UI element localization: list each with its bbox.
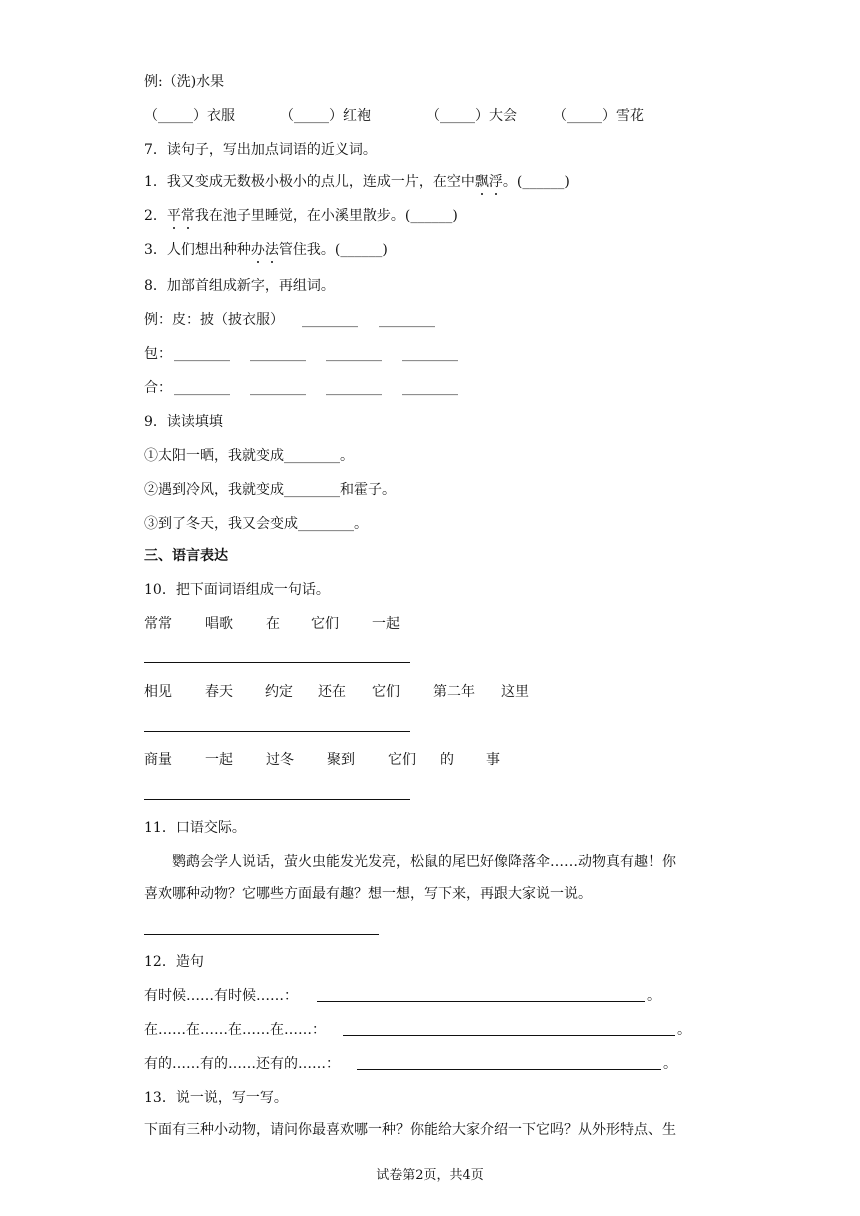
q10-r1-word-5: 一起: [372, 616, 400, 632]
q7-s3-dotted-1: 办: [250, 242, 265, 258]
q10-r3-word-1: 商量: [144, 752, 172, 768]
q7-s2-num: 2．: [144, 208, 167, 224]
q7-s1-blank: 。(______): [502, 174, 570, 190]
q10-r3-word-7: 事: [486, 752, 500, 768]
q8-row1-blank-1: ________: [174, 346, 230, 362]
q9-line-2: ②遇到冷风，我就变成________和霍子。: [144, 482, 396, 498]
q10-answer-line-3[interactable]: [144, 799, 410, 800]
q12-prompt-3: 有的……有的……还有的……：: [144, 1056, 340, 1072]
q6-item-3: （_____）大会: [426, 108, 517, 124]
q10-r1-word-3: 在: [266, 616, 280, 632]
q10-r3-word-5: 它们: [388, 752, 416, 768]
q10-r2-word-2: 春天: [205, 684, 233, 700]
q11-title: 11．口语交际。: [144, 820, 246, 836]
q6-item-4: （_____）雪花: [553, 108, 644, 124]
q8-example-blank-2: ________: [379, 312, 435, 328]
q7-s1-text: 1．我又变成无数极小极小的点儿，连成一片，在空中: [144, 174, 475, 190]
q6-item-1: （_____）衣服: [144, 108, 235, 124]
q8-row2-label: 合：: [144, 380, 172, 396]
q8-row1-label: 包：: [144, 346, 172, 362]
q10-r2-word-7: 这里: [501, 684, 529, 700]
q7-s2-dotted-1: 平: [166, 208, 181, 224]
q7-s3-blank: 管住我。(______): [278, 242, 388, 258]
q7-title: 7．读句子，写出加点词语的近义词。: [144, 142, 377, 158]
q7-s1-dotted-2: 浮: [488, 174, 503, 190]
q7-s1-dotted-1: 飘: [474, 174, 489, 190]
q8-row2-blank-1: ________: [174, 380, 230, 396]
q12-answer-line-3[interactable]: [357, 1069, 661, 1070]
q10-r2-word-6: 第二年: [433, 684, 475, 700]
q7-sentence-1: [144, 172, 570, 192]
q11-answer-line[interactable]: [144, 934, 379, 935]
q13-paragraph-line-1: 下面有三种小动物，请问你最喜欢哪一种？你能给大家介绍一下它吗？从外形特点、生: [144, 1122, 676, 1138]
q7-s2-text: 我在池子里睡觉，在小溪里散步。(______): [194, 208, 458, 224]
q10-r1-word-1: 常常: [144, 616, 172, 632]
q8-row1-blank-4: ________: [402, 346, 458, 362]
q12-prompt-2: 在……在……在……在……：: [144, 1022, 326, 1038]
q10-r3-word-3: 过冬: [266, 752, 294, 768]
q9-line-1: ①太阳一晒，我就变成________。: [144, 448, 354, 464]
q10-answer-line-2[interactable]: [144, 731, 410, 732]
q10-r3-word-4: 聚到: [327, 752, 355, 768]
q10-r2-word-1: 相见: [144, 684, 172, 700]
q10-r2-word-4: 还在: [318, 684, 346, 700]
q11-paragraph-line-2: 喜欢哪种动物？它哪些方面最有趣？想一想，写下来，再跟大家说一说。: [144, 886, 592, 902]
q10-r2-word-3: 约定: [265, 684, 293, 700]
q12-end-2: 。: [677, 1022, 691, 1038]
q12-answer-line-2[interactable]: [343, 1035, 675, 1036]
q12-answer-line-1[interactable]: [317, 1001, 645, 1002]
q8-row1-blank-3: ________: [326, 346, 382, 362]
q6-item-2: （_____）红袍: [280, 108, 371, 124]
q10-r1-word-4: 它们: [311, 616, 339, 632]
page-footer: 试卷第2页，共4页: [376, 1168, 484, 1183]
q6-example: 例:（洗)水果: [144, 74, 225, 90]
q13-title: 13．说一说，写一写。: [144, 1090, 288, 1106]
q8-row2-blank-3: ________: [326, 380, 382, 396]
q8-row2-blank-2: ________: [250, 380, 306, 396]
q8-title: 8．加部首组成新字，再组词。: [144, 278, 335, 294]
q8-example: 例：皮：披（披衣服）: [144, 312, 284, 328]
q9-line-3: ③到了冬天，我又会变成________。: [144, 516, 368, 532]
q10-r3-word-2: 一起: [205, 752, 233, 768]
section-3-heading: 三、语言表达: [144, 548, 228, 564]
q12-end-1: 。: [647, 988, 661, 1004]
q12-prompt-1: 有时候……有时候……：: [144, 988, 298, 1004]
q10-r2-word-5: 它们: [372, 684, 400, 700]
q7-sentence-3: [144, 240, 388, 260]
q12-title: 12．造句: [144, 954, 204, 970]
q7-s3-text: 3．人们想出种种: [144, 242, 251, 258]
q11-paragraph-line-1: 鹦鹉会学人说话，萤火虫能发光发亮，松鼠的尾巴好像降落伞……动物真有趣！你: [172, 854, 676, 870]
q7-s2-dotted-2: 常: [180, 208, 195, 224]
q10-title: 10．把下面词语组成一句话。: [144, 582, 330, 598]
q10-r1-word-2: 唱歌: [205, 616, 233, 632]
q12-end-3: 。: [663, 1056, 677, 1072]
q10-answer-line-1[interactable]: [144, 662, 410, 663]
q7-sentence-2: [144, 206, 458, 226]
q10-r3-word-6: 的: [440, 752, 454, 768]
q8-row1-blank-2: ________: [250, 346, 306, 362]
q8-row2-blank-4: ________: [402, 380, 458, 396]
q7-s3-dotted-2: 法: [264, 242, 279, 258]
q8-example-blank-1: ________: [302, 312, 358, 328]
q9-title: 9．读读填填: [144, 414, 223, 430]
